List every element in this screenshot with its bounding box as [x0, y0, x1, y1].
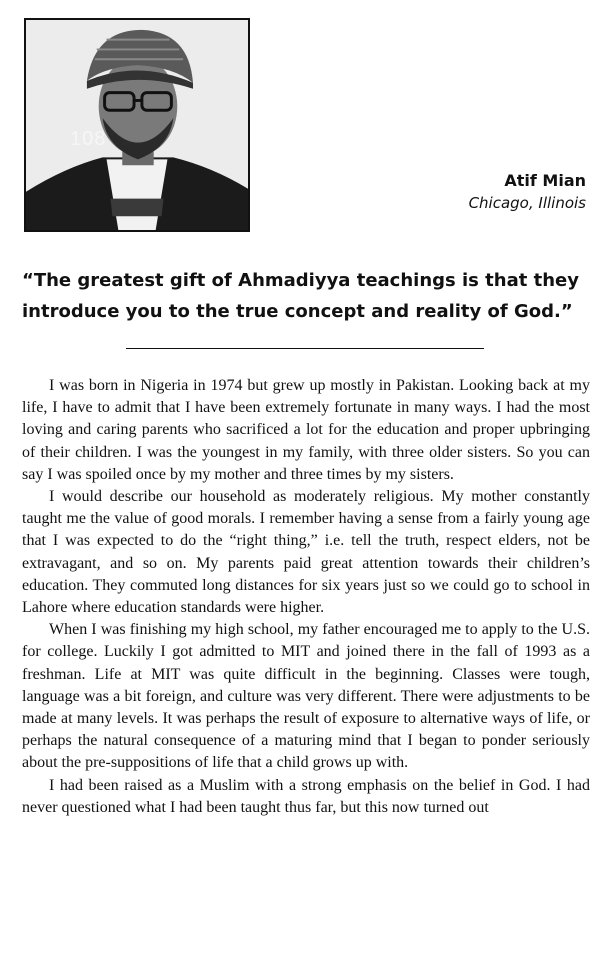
article-body [22, 375, 590, 819]
paragraph: I had been raised as a Muslim with a strong emphasis on the belief in God. I had never questioned what I had been taught thus far, but this now turned out [22, 776, 590, 816]
author-location: Chicago, Illinois [468, 194, 586, 212]
paragraph: I was born in Nigeria in 1974 but grew up mostly in Pakistan. Looking back at my life, I have to admit that I have been extremely fortunate in many ways. I had the most loving and caring parents who sacrificed a lot for the education and proper upbringing of their children. I was the youngest in my family, with three older sisters. So you can say I was spoiled once by my mother and three times by my sisters. [22, 377, 590, 483]
divider-rule [126, 348, 484, 349]
paragraph: I would describe our household as moderately religious. My mother constantly taught me the value of good morals. I remember having a sense from a fairly young age that I was expected to do the “right thing,” i.e. tell the truth, respect elders, not be extravagant, and so on. My parents paid great attention towards their children’s education. They commuted long distances for six years just so we could go to school in Lahore where education standards were higher. [22, 488, 590, 617]
photo-watermark: 108 [70, 128, 107, 150]
author-byline [469, 170, 586, 214]
author-name: Atif Mian [504, 171, 586, 190]
portrait-icon [26, 20, 248, 230]
paragraph: When I was finishing my high school, my father encouraged me to apply to the U.S. for college. Luckily I got admitted to MIT and joined there in the fall of 1993 as a freshman. Life at MIT was quite difficult in the beginning. Classes were tough, language was a bit foreign, and culture was very different. There were adjustments to be made at many levels. It was perhaps the result of exposure to alternative ways of life, or perhaps the natural consequence of a maturing mind that I began to ponder seriously about the pre-suppositions of life that a child grows up with. [22, 621, 590, 772]
portrait-photo [24, 18, 250, 232]
pull-quote: “The greatest gift of Ahmadiyya teachings is that they introduce you to the true concept and reality of God.” [22, 270, 579, 322]
